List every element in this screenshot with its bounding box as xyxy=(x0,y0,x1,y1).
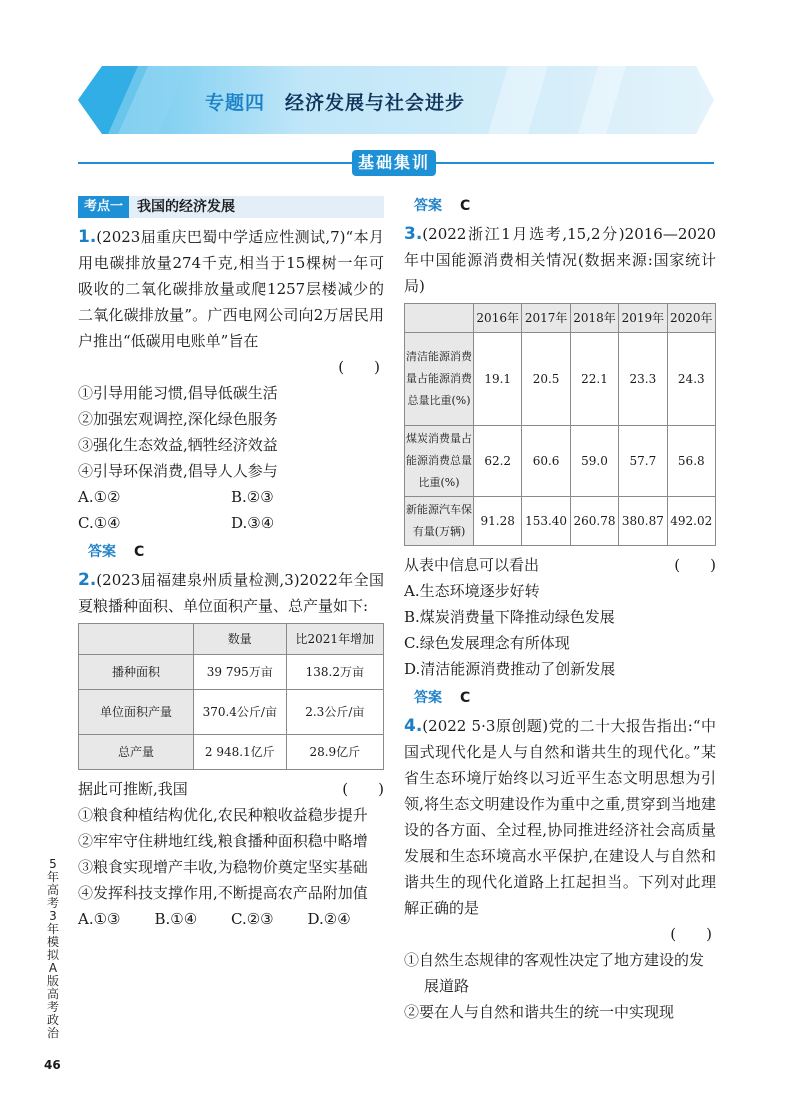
option-d[interactable]: D.清洁能源消费推动了创新发展 xyxy=(404,660,616,678)
question-text: (2022 5·3原创题)党的二十大报告指出:“中国式现代化是人与自然和谐共生的现代化。”某省生态环境厅始终以习近平生态文明思想为引领,将生态文明建设作为重中之重,贯穿到当地建设的各方面、全过程,协同推进经济社会高质量发展和生态环境高水平保护,在建设人与自然和谐共生的现代化道路上扛起担当。下列对此理解正确的是 xyxy=(404,717,716,917)
statement-item: ③粮食实现增产丰收,为稳物价奠定坚实基础 xyxy=(78,858,368,876)
table-cell: 60.6 xyxy=(522,426,570,497)
table-cell: 23.3 xyxy=(619,333,667,426)
answer-value: C xyxy=(460,690,471,706)
answer-value: C xyxy=(134,544,145,560)
table-row xyxy=(79,735,384,770)
table-header: 2018年 xyxy=(570,304,618,333)
table-row-label: 总产量 xyxy=(79,735,194,770)
table-cell: 39 795万亩 xyxy=(193,655,286,690)
table-header xyxy=(79,624,194,655)
statement-item: ②加强宏观调控,深化绿色服务 xyxy=(78,410,278,428)
option-d[interactable]: D.③④ xyxy=(231,514,275,532)
table-header: 数量 xyxy=(193,624,286,655)
question-stem: 据此可推断,我国 xyxy=(78,780,188,798)
option-c[interactable]: C.①④ xyxy=(78,514,121,532)
question-number: 1. xyxy=(78,227,97,247)
answer-blank: ( ) xyxy=(338,358,380,376)
table-cell: 57.7 xyxy=(619,426,667,497)
table-cell: 62.2 xyxy=(474,426,522,497)
table-cell: 138.2万亩 xyxy=(286,655,383,690)
table-row-label: 新能源汽车保有量(万辆) xyxy=(405,497,474,546)
question-number: 4. xyxy=(404,716,423,736)
table-row-label: 播种面积 xyxy=(79,655,194,690)
question-stem-row xyxy=(78,776,384,802)
table-cell: 260.78 xyxy=(570,497,618,546)
statement-item: ②要在人与自然和谐共生的统一中实现现 xyxy=(404,1003,675,1021)
table-cell: 2.3公斤/亩 xyxy=(286,690,383,735)
question-1 xyxy=(78,224,384,354)
question-number: 2. xyxy=(78,570,97,590)
table-cell: 370.4公斤/亩 xyxy=(193,690,286,735)
option-a[interactable]: A.①③ xyxy=(78,910,121,928)
topic-number: 专题四 xyxy=(205,92,266,114)
table-cell: 153.40 xyxy=(522,497,570,546)
statement-item: ②牢牢守住耕地红线,粮食播种面积稳中略增 xyxy=(78,832,368,850)
question-text: (2022浙江1月选考,15,2分)2016—2020年中国能源消费相关情况(数据来源:国家统计局) xyxy=(404,225,716,295)
table-row xyxy=(405,497,716,546)
question-3 xyxy=(404,221,716,299)
table-cell: 59.0 xyxy=(570,426,618,497)
energy-table xyxy=(404,303,716,546)
grain-table xyxy=(78,623,384,770)
book-series-label: 5年高考3年模拟A版高考政治 xyxy=(46,857,59,1040)
table-row xyxy=(79,655,384,690)
answer-line xyxy=(404,684,716,711)
table-cell: 24.3 xyxy=(667,333,715,426)
topic-title xyxy=(205,88,465,115)
table-header-row xyxy=(405,304,716,333)
statement-item: ④发挥科技支撑作用,不断提高农产品附加值 xyxy=(78,884,368,902)
statement-item: ④引导环保消费,倡导人人参与 xyxy=(78,462,278,480)
answer-options xyxy=(78,906,384,932)
answer-line xyxy=(404,192,716,219)
statement-item: ①引导用能习惯,倡导低碳生活 xyxy=(78,384,278,402)
page-number: 46 xyxy=(44,1058,61,1072)
right-column xyxy=(404,192,716,1025)
table-cell: 2 948.1亿斤 xyxy=(193,735,286,770)
answer-blank: ( ) xyxy=(342,780,384,798)
option-a[interactable]: A.①② xyxy=(78,488,121,506)
question-stem: 从表中信息可以看出 xyxy=(404,556,540,574)
answer-blank: ( ) xyxy=(674,556,716,574)
table-cell: 22.1 xyxy=(570,333,618,426)
question-text: (2023届重庆巴蜀中学适应性测试,7)“本月用电碳排放量274千克,相当于15棵树一年可吸收的二氧化碳排放量或爬1257层楼减少的二氧化碳排放量”。广西电网公司向2万居民用户推出“低碳用电账单”旨在 xyxy=(78,228,384,350)
option-b[interactable]: B.②③ xyxy=(231,488,274,506)
table-cell: 28.9亿斤 xyxy=(286,735,383,770)
option-c[interactable]: C.②③ xyxy=(231,910,274,928)
question-text: (2023届福建泉州质量检测,3)2022年全国夏粮播种面积、单位面积产量、总产量如下: xyxy=(78,571,384,615)
table-row-label: 煤炭消费量占能源消费总量比重(%) xyxy=(405,426,474,497)
table-row xyxy=(405,426,716,497)
option-b[interactable]: B.煤炭消费量下降推动绿色发展 xyxy=(404,608,615,626)
table-header: 2016年 xyxy=(474,304,522,333)
answer-label: 答案 xyxy=(414,198,442,214)
table-cell: 56.8 xyxy=(667,426,715,497)
table-cell: 380.87 xyxy=(619,497,667,546)
table-header: 2019年 xyxy=(619,304,667,333)
table-row xyxy=(79,690,384,735)
table-cell: 20.5 xyxy=(522,333,570,426)
table-row-label: 清洁能源消费量占能源消费总量比重(%) xyxy=(405,333,474,426)
option-c[interactable]: C.绿色发展理念有所体现 xyxy=(404,634,570,652)
table-header xyxy=(405,304,474,333)
kaodian-tag: 考点一 xyxy=(78,196,129,218)
table-header: 2020年 xyxy=(667,304,715,333)
answer-label: 答案 xyxy=(414,690,442,706)
table-row-label: 单位面积产量 xyxy=(79,690,194,735)
table-cell: 91.28 xyxy=(474,497,522,546)
table-cell: 492.02 xyxy=(667,497,715,546)
statement-item: ①自然生态规律的客观性决定了地方建设的发展道路 xyxy=(404,951,705,995)
option-a[interactable]: A.生态环境逐步好转 xyxy=(404,582,540,600)
option-d[interactable]: D.②④ xyxy=(307,910,351,928)
table-header: 比2021年增加 xyxy=(286,624,383,655)
question-4 xyxy=(404,713,716,921)
left-column xyxy=(78,196,384,932)
table-header-row xyxy=(79,624,384,655)
answer-value: C xyxy=(460,198,471,214)
question-2 xyxy=(78,567,384,619)
answer-options xyxy=(78,484,384,536)
section-label: 基础集训 xyxy=(352,150,436,176)
table-row xyxy=(405,333,716,426)
statement-item: ③强化生态效益,牺牲经济效益 xyxy=(78,436,278,454)
answer-blank: ( ) xyxy=(670,925,712,943)
question-stem-row xyxy=(404,552,716,578)
topic-name: 经济发展与社会进步 xyxy=(285,92,466,114)
question-number: 3. xyxy=(404,224,423,244)
answer-line xyxy=(78,538,384,565)
table-header: 2017年 xyxy=(522,304,570,333)
table-cell: 19.1 xyxy=(474,333,522,426)
option-b[interactable]: B.①④ xyxy=(154,910,198,928)
kaodian-header xyxy=(78,196,384,218)
answer-label: 答案 xyxy=(88,544,116,560)
kaodian-title: 我国的经济发展 xyxy=(137,199,236,215)
statement-item: ①粮食种植结构优化,农民种粮收益稳步提升 xyxy=(78,806,368,824)
